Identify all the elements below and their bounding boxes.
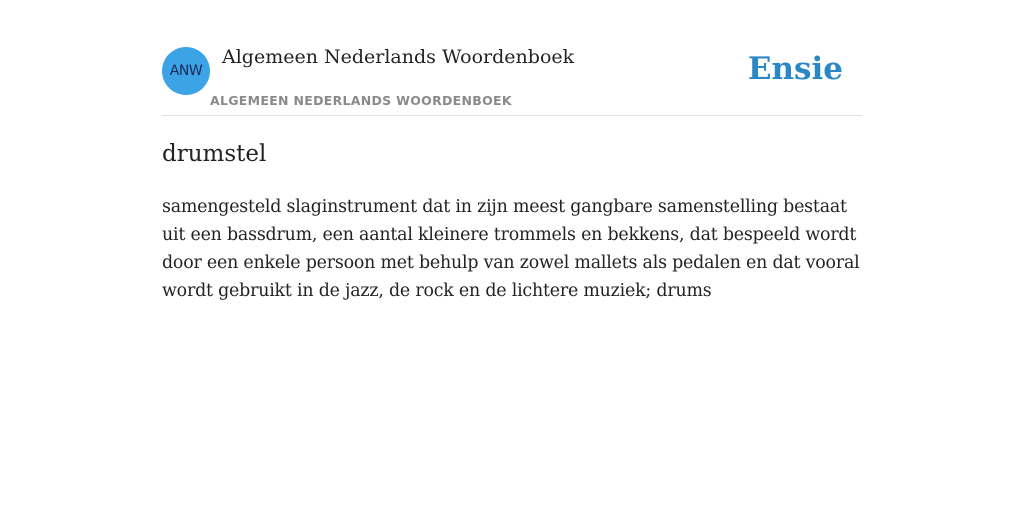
anw-logo-text: ANW — [169, 63, 203, 79]
anw-logo[interactable] — [162, 47, 210, 95]
source-title[interactable]: Algemeen Nederlands Woordenboek — [222, 46, 575, 68]
entry-term: drumstel — [162, 141, 267, 167]
source-subtitle: ALGEMEEN NEDERLANDS WOORDENBOEK — [210, 93, 512, 108]
ensie-brand-logo[interactable]: Ensie — [747, 51, 843, 87]
source-header — [162, 0, 862, 116]
entry-card — [162, 0, 862, 512]
entry-definition: samengesteld slaginstrument dat in zijn meest gangbare samenstelling bestaat uit een bassdrum, een aantal kleinere trommels en bekkens, dat bespeeld wordt door een enkele persoon met behulp van zowel mallets als pedalen en dat vooral wordt gebruikt in de jazz, de rock en de lichtere muziek; drums — [162, 197, 860, 301]
